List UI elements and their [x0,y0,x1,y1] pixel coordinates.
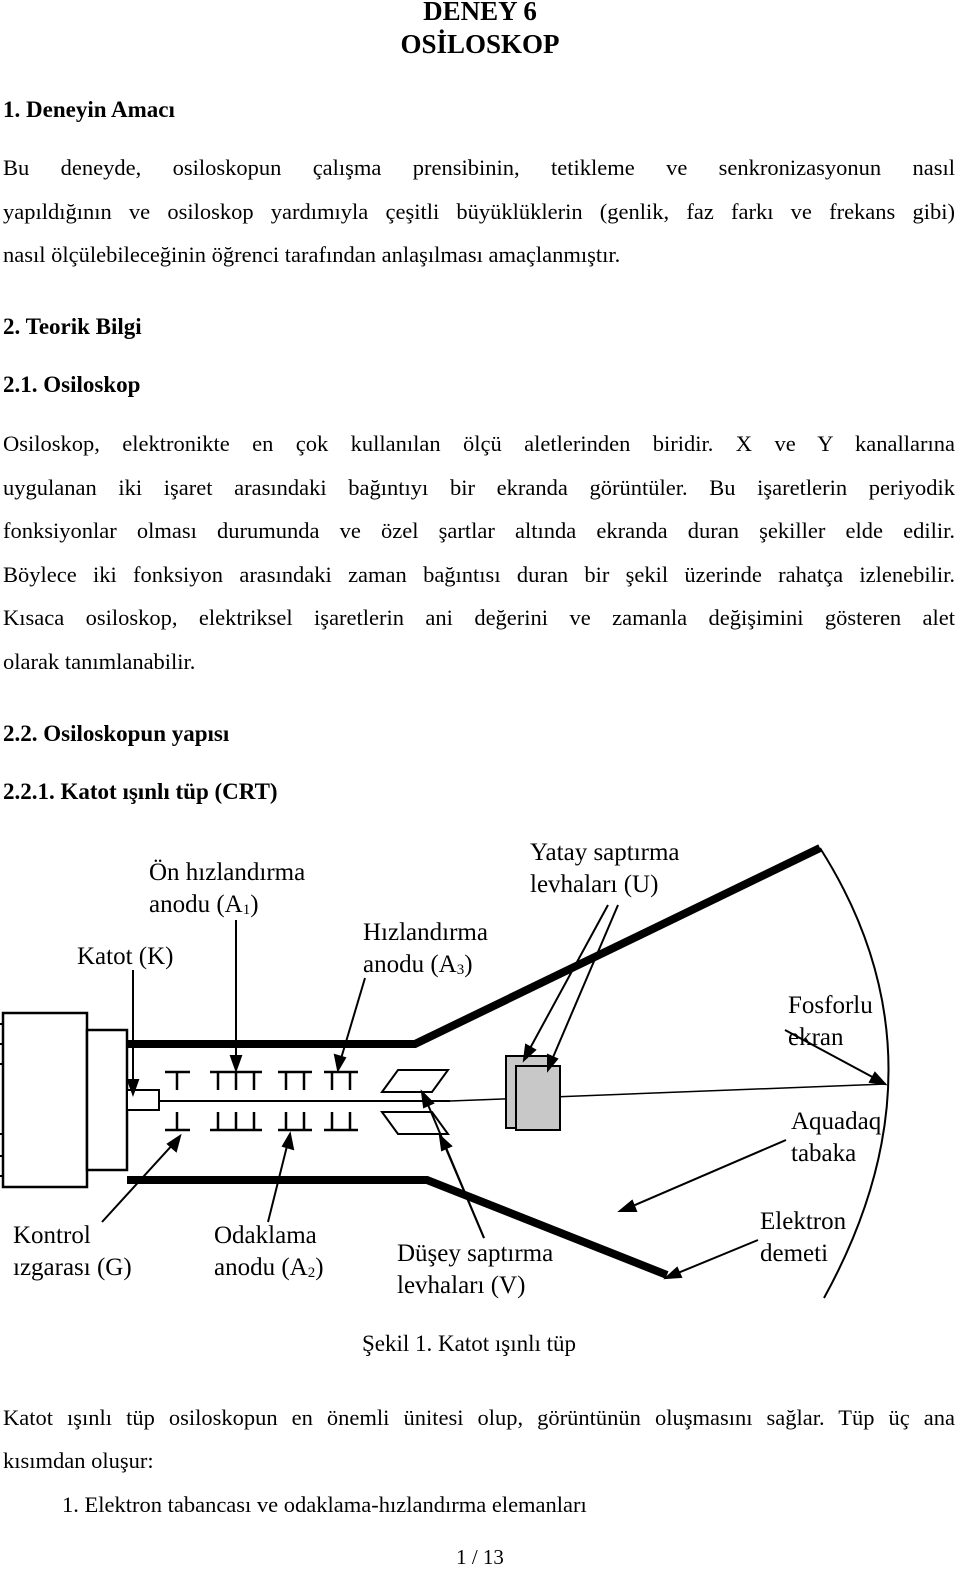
label-dusey-saptirma: Düşey saptırma levhaları (V) [397,1240,554,1299]
paragraph-line: Bu deneyde, osiloskopun çalışma prensibinin, tetikleme ve senkronizasyonun nasıl [3,155,955,180]
paragraph-line: Böylece iki fonksiyon arasındaki zaman bağıntısı duran bir şekil üzerinde rahatça izlenebilir. [3,562,955,587]
section-heading-teorik: 2. Teorik Bilgi [3,314,142,339]
paragraph-line: Katot ışınlı tüp osiloskopun en önemli ünitesi olup, görüntünün oluşmasını sağlar. Tüp üç ana [3,1405,955,1430]
label-hizlandirma-anodu: Hızlandırma anodu $(A_3)$ [363,919,488,978]
horizontal-plate-front [516,1066,560,1130]
label-yatay-saptirma: Yatay saptırma levhaları (U) [530,839,680,898]
paragraph-line: yapıldığının ve osiloskop yardımıyla çeşitli büyüklüklerin (genlik, faz farkı ve frekans gibi) [3,199,955,224]
lower-electrodes [165,1112,358,1130]
list-item: 1. Elektron tabancası ve odaklama-hızlandırma elemanları [62,1492,587,1517]
paragraph-line: kısımdan oluşur: [3,1448,154,1473]
paragraph-line: fonksiyonlar olması durumunda ve özel şartlar altında ekranda duran şekiller elde edilir. [3,518,955,543]
label-katot: Katot (K) [77,943,174,970]
figure-caption: Şekil 1. Katot ışınlı tüp [362,1331,577,1356]
paragraph-line: uygulanan iki işaret arasındaki bağıntıyı bir ekranda görüntüler. Bu işaretlerin periyodik [3,475,955,500]
crt-neck [87,1030,127,1170]
page-title-line2: OSİLOSKOP [400,29,560,59]
section-heading-amac: 1. Deneyin Amacı [3,97,175,122]
label-fosforlu-ekran: Fosforlu ekran [788,992,873,1051]
upper-electrodes [165,1072,358,1090]
paragraph-line: olarak tanımlanabilir. [3,649,196,674]
vertical-plate-top [382,1070,448,1092]
label-odaklama-anodu: Odaklama anodu $(A_2)$ [214,1222,324,1281]
paragraph-line: Osiloskop, elektronikte en çok kullanılan ölçü aletlerinden biridir. X ve Y kanallarına [3,431,955,456]
label-aquadaq: Aquadaq tabaka [791,1108,882,1167]
page-title-line1: DENEY 6 [423,0,537,26]
paragraph-line: Kısaca osiloskop, elektriksel işaretlerin ani değerini ve zamanla değişimini gösteren alet [3,605,955,630]
subsection-heading-crt: 2.2.1. Katot ışınlı tüp (CRT) [3,779,278,804]
crt-base [3,1013,87,1187]
paragraph-line: nasıl ölçülebileceğinin öğrenci tarafından anlaşılması amaçlanmıştır. [3,242,621,267]
label-elektron-demeti: Elektron demeti [760,1208,847,1267]
label-on-hizlandirma: Ön hızlandırma anodu $(A_1)$ [149,859,306,918]
label-kontrol-izgarasi: Kontrol ızgarası (G) [13,1222,132,1281]
subsection-heading-osiloskop: 2.1. Osiloskop [3,372,141,397]
subsection-heading-yapi: 2.2. Osiloskopun yapısı [3,721,230,746]
page-number: 1 / 13 [456,1545,504,1569]
